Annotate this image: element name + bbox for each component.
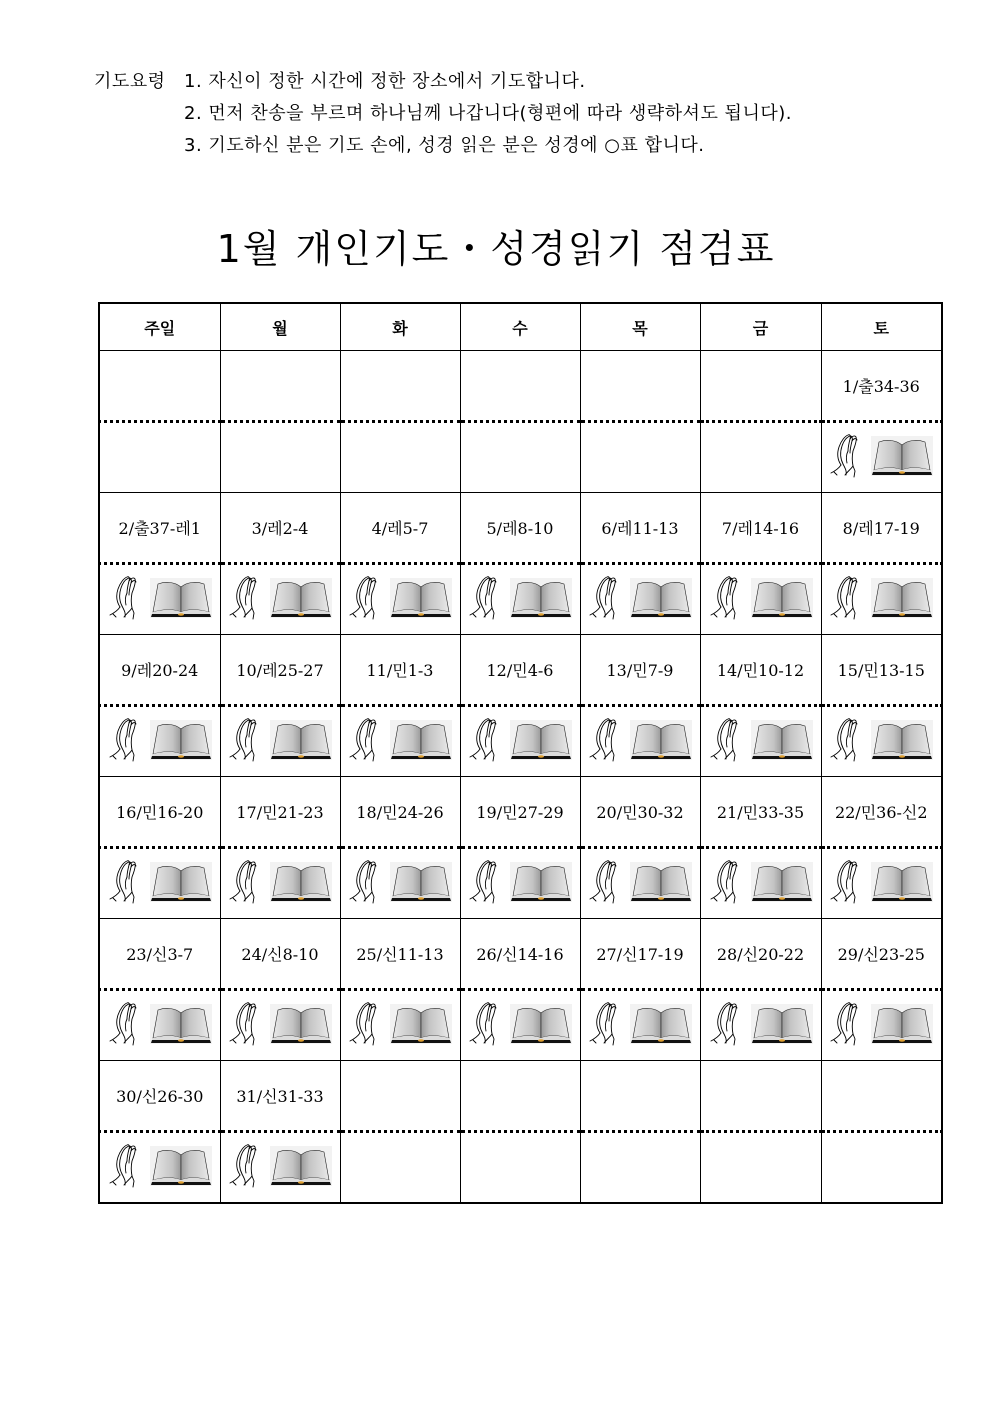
praying-hands-icon[interactable] (228, 857, 264, 907)
open-bible-icon[interactable] (390, 862, 452, 902)
open-bible-icon[interactable] (871, 578, 933, 618)
check-marks (108, 999, 212, 1049)
praying-hands-icon[interactable] (348, 573, 384, 623)
praying-hands-icon[interactable] (108, 715, 144, 765)
praying-hands-icon[interactable] (709, 999, 745, 1049)
check-cell-saturday[interactable] (821, 990, 942, 1061)
reading-cell-wednesday: 5/레8-10 (460, 493, 580, 564)
open-bible-icon[interactable] (871, 436, 933, 476)
reading-cell-tuesday: 18/민24-26 (340, 777, 460, 848)
praying-hands-icon[interactable] (108, 1141, 144, 1191)
check-cell-wednesday (460, 422, 580, 493)
check-marks (588, 715, 692, 765)
reading-cell-friday (700, 1061, 821, 1132)
reading-cell-wednesday: 19/민27-29 (460, 777, 580, 848)
check-cell-wednesday[interactable] (460, 990, 580, 1061)
reading-cell-thursday: 6/레11-13 (580, 493, 700, 564)
open-bible-icon[interactable] (510, 1004, 572, 1044)
praying-hands-icon[interactable] (348, 715, 384, 765)
check-cell-tuesday[interactable] (340, 990, 460, 1061)
check-cell-friday (700, 422, 821, 493)
praying-hands-icon[interactable] (348, 999, 384, 1049)
praying-hands-icon[interactable] (108, 573, 144, 623)
check-marks (108, 573, 212, 623)
check-cell-tuesday[interactable] (340, 848, 460, 919)
open-bible-icon[interactable] (510, 720, 572, 760)
check-marks (468, 573, 572, 623)
open-bible-icon[interactable] (270, 1146, 332, 1186)
open-bible-icon[interactable] (150, 720, 212, 760)
check-marks (228, 999, 332, 1049)
reading-cell-saturday: 1/출34-36 (821, 351, 942, 422)
praying-hands-icon[interactable] (709, 573, 745, 623)
open-bible-icon[interactable] (150, 1146, 212, 1186)
praying-hands-icon[interactable] (228, 715, 264, 765)
check-marks (348, 857, 452, 907)
check-marks (468, 715, 572, 765)
reading-cell-monday (220, 351, 340, 422)
check-cell-thursday[interactable] (580, 848, 700, 919)
check-cell-sunday[interactable] (99, 706, 220, 777)
check-cell-monday[interactable] (220, 706, 340, 777)
reading-cell-thursday: 20/민30-32 (580, 777, 700, 848)
open-bible-icon[interactable] (751, 578, 813, 618)
check-marks (108, 857, 212, 907)
praying-hands-icon[interactable] (108, 857, 144, 907)
check-cell-wednesday[interactable] (460, 848, 580, 919)
reading-cell-tuesday (340, 1061, 460, 1132)
reading-cell-saturday: 8/레17-19 (821, 493, 942, 564)
check-cell-wednesday[interactable] (460, 564, 580, 635)
reading-cell-friday: 14/민10-12 (700, 635, 821, 706)
check-marks (348, 999, 452, 1049)
reading-row (99, 351, 942, 422)
check-cell-thursday (580, 1132, 700, 1204)
check-marks (348, 715, 452, 765)
reading-cell-sunday: 23/신3-7 (99, 919, 220, 990)
reading-cell-wednesday (460, 351, 580, 422)
praying-hands-icon[interactable] (829, 715, 865, 765)
check-marks (228, 857, 332, 907)
check-marks (829, 715, 933, 765)
check-row (99, 422, 942, 493)
reading-cell-tuesday: 11/민1-3 (340, 635, 460, 706)
check-cell-thursday[interactable] (580, 706, 700, 777)
praying-hands-icon[interactable] (228, 999, 264, 1049)
check-marks (108, 1141, 212, 1191)
check-cell-monday[interactable] (220, 1132, 340, 1204)
check-cell-thursday[interactable] (580, 990, 700, 1061)
praying-hands-icon[interactable] (829, 857, 865, 907)
check-cell-tuesday (340, 422, 460, 493)
reading-cell-monday: 17/민21-23 (220, 777, 340, 848)
check-row (99, 706, 942, 777)
check-marks (829, 431, 933, 481)
reading-cell-saturday (821, 1061, 942, 1132)
reading-cell-sunday: 9/레20-24 (99, 635, 220, 706)
check-row (99, 1132, 942, 1204)
open-bible-icon[interactable] (390, 1004, 452, 1044)
check-marks (829, 999, 933, 1049)
check-marks (228, 1141, 332, 1191)
check-cell-monday[interactable] (220, 848, 340, 919)
check-cell-sunday[interactable] (99, 990, 220, 1061)
check-row (99, 564, 942, 635)
reading-cell-monday: 24/신8-10 (220, 919, 340, 990)
check-marks (228, 573, 332, 623)
praying-hands-icon[interactable] (588, 857, 624, 907)
check-cell-tuesday (340, 1132, 460, 1204)
praying-hands-icon[interactable] (348, 857, 384, 907)
reading-cell-wednesday (460, 1061, 580, 1132)
open-bible-icon[interactable] (871, 720, 933, 760)
praying-hands-icon[interactable] (588, 573, 624, 623)
praying-hands-icon[interactable] (829, 431, 865, 481)
reading-cell-saturday: 15/민13-15 (821, 635, 942, 706)
check-cell-saturday[interactable] (821, 564, 942, 635)
header-monday: 월 (220, 303, 340, 351)
open-bible-icon[interactable] (630, 1004, 692, 1044)
check-marks (468, 999, 572, 1049)
open-bible-icon[interactable] (871, 1004, 933, 1044)
reading-row (99, 1061, 942, 1132)
open-bible-icon[interactable] (751, 1004, 813, 1044)
prayer-instructions (94, 66, 792, 162)
check-marks (588, 573, 692, 623)
check-marks (709, 715, 813, 765)
praying-hands-icon[interactable] (108, 999, 144, 1049)
praying-hands-icon[interactable] (829, 999, 865, 1049)
check-cell-tuesday[interactable] (340, 564, 460, 635)
check-cell-friday[interactable] (700, 706, 821, 777)
reading-cell-friday: 28/신20-22 (700, 919, 821, 990)
reading-cell-tuesday: 25/신11-13 (340, 919, 460, 990)
reading-cell-saturday: 29/신23-25 (821, 919, 942, 990)
reading-row (99, 777, 942, 848)
open-bible-icon[interactable] (751, 862, 813, 902)
reading-cell-wednesday: 12/민4-6 (460, 635, 580, 706)
check-marks (829, 857, 933, 907)
open-bible-icon[interactable] (630, 578, 692, 618)
praying-hands-icon[interactable] (829, 573, 865, 623)
reading-cell-saturday: 22/민36-신2 (821, 777, 942, 848)
reading-cell-thursday: 13/민7-9 (580, 635, 700, 706)
reading-row (99, 635, 942, 706)
check-marks (709, 999, 813, 1049)
open-bible-icon[interactable] (270, 862, 332, 902)
open-bible-icon[interactable] (150, 578, 212, 618)
header-wednesday: 수 (460, 303, 580, 351)
open-bible-icon[interactable] (871, 862, 933, 902)
check-cell-friday (700, 1132, 821, 1204)
praying-hands-icon[interactable] (709, 857, 745, 907)
check-cell-monday (220, 422, 340, 493)
praying-hands-icon[interactable] (468, 573, 504, 623)
reading-cell-sunday: 2/출37-레1 (99, 493, 220, 564)
praying-hands-icon[interactable] (468, 857, 504, 907)
check-cell-sunday[interactable] (99, 848, 220, 919)
check-marks (108, 715, 212, 765)
reading-cell-sunday: 30/신26-30 (99, 1061, 220, 1132)
check-cell-saturday (821, 1132, 942, 1204)
check-marks (709, 857, 813, 907)
praying-hands-icon[interactable] (588, 999, 624, 1049)
header-saturday: 토 (821, 303, 942, 351)
open-bible-icon[interactable] (150, 862, 212, 902)
open-bible-icon[interactable] (630, 862, 692, 902)
reading-cell-friday (700, 351, 821, 422)
instructions-label: 기도요령 (94, 71, 166, 92)
praying-hands-icon[interactable] (709, 715, 745, 765)
open-bible-icon[interactable] (390, 578, 452, 618)
check-marks (829, 573, 933, 623)
check-cell-friday[interactable] (700, 990, 821, 1061)
check-cell-wednesday (460, 1132, 580, 1204)
check-cell-sunday[interactable] (99, 564, 220, 635)
check-cell-thursday (580, 422, 700, 493)
check-cell-friday[interactable] (700, 848, 821, 919)
check-marks (348, 573, 452, 623)
open-bible-icon[interactable] (270, 720, 332, 760)
praying-hands-icon[interactable] (468, 715, 504, 765)
praying-hands-icon[interactable] (588, 715, 624, 765)
instruction-1: 기도요령 1. 자신이 정한 시간에 정한 장소에서 기도합니다. (94, 66, 792, 98)
header-tuesday: 화 (340, 303, 460, 351)
check-marks (588, 857, 692, 907)
check-cell-thursday[interactable] (580, 564, 700, 635)
reading-cell-tuesday: 4/레5-7 (340, 493, 460, 564)
check-cell-saturday[interactable] (821, 422, 942, 493)
reading-row (99, 919, 942, 990)
check-row (99, 990, 942, 1061)
open-bible-icon[interactable] (751, 720, 813, 760)
open-bible-icon[interactable] (270, 1004, 332, 1044)
check-row (99, 848, 942, 919)
header-friday: 금 (700, 303, 821, 351)
reading-cell-monday: 31/신31-33 (220, 1061, 340, 1132)
page-title: 1월 개인기도・성경읽기 점검표 (216, 227, 776, 271)
praying-hands-icon[interactable] (228, 1141, 264, 1191)
check-cell-friday[interactable] (700, 564, 821, 635)
check-marks (228, 715, 332, 765)
check-cell-tuesday[interactable] (340, 706, 460, 777)
praying-hands-icon[interactable] (228, 573, 264, 623)
reading-cell-thursday (580, 1061, 700, 1132)
check-cell-wednesday[interactable] (460, 706, 580, 777)
check-cell-sunday (99, 422, 220, 493)
header-row (99, 303, 942, 351)
reading-cell-sunday: 16/민16-20 (99, 777, 220, 848)
header-sunday: 주일 (99, 303, 220, 351)
reading-cell-monday: 10/레25-27 (220, 635, 340, 706)
open-bible-icon[interactable] (270, 578, 332, 618)
check-cell-saturday[interactable] (821, 848, 942, 919)
header-thursday: 목 (580, 303, 700, 351)
check-cell-monday[interactable] (220, 990, 340, 1061)
praying-hands-icon[interactable] (468, 999, 504, 1049)
reading-cell-friday: 7/레14-16 (700, 493, 821, 564)
check-marks (709, 573, 813, 623)
reading-cell-thursday (580, 351, 700, 422)
reading-cell-tuesday (340, 351, 460, 422)
open-bible-icon[interactable] (630, 720, 692, 760)
check-cell-monday[interactable] (220, 564, 340, 635)
open-bible-icon[interactable] (510, 578, 572, 618)
checklist-table (98, 302, 943, 1204)
check-marks (468, 857, 572, 907)
reading-cell-monday: 3/레2-4 (220, 493, 340, 564)
check-marks (588, 999, 692, 1049)
reading-cell-sunday (99, 351, 220, 422)
instruction-3: 3. 기도하신 분은 기도 손에, 성경 읽은 분은 성경에 ○표 합니다. (184, 135, 705, 156)
reading-cell-wednesday: 26/신14-16 (460, 919, 580, 990)
reading-row (99, 493, 942, 564)
instruction-2: 2. 먼저 찬송을 부르며 하나님께 나갑니다(형편에 따라 생략하셔도 됩니다). (184, 103, 792, 124)
reading-cell-thursday: 27/신17-19 (580, 919, 700, 990)
check-cell-sunday[interactable] (99, 1132, 220, 1204)
open-bible-icon[interactable] (510, 862, 572, 902)
open-bible-icon[interactable] (390, 720, 452, 760)
check-cell-saturday[interactable] (821, 706, 942, 777)
open-bible-icon[interactable] (150, 1004, 212, 1044)
reading-cell-friday: 21/민33-35 (700, 777, 821, 848)
